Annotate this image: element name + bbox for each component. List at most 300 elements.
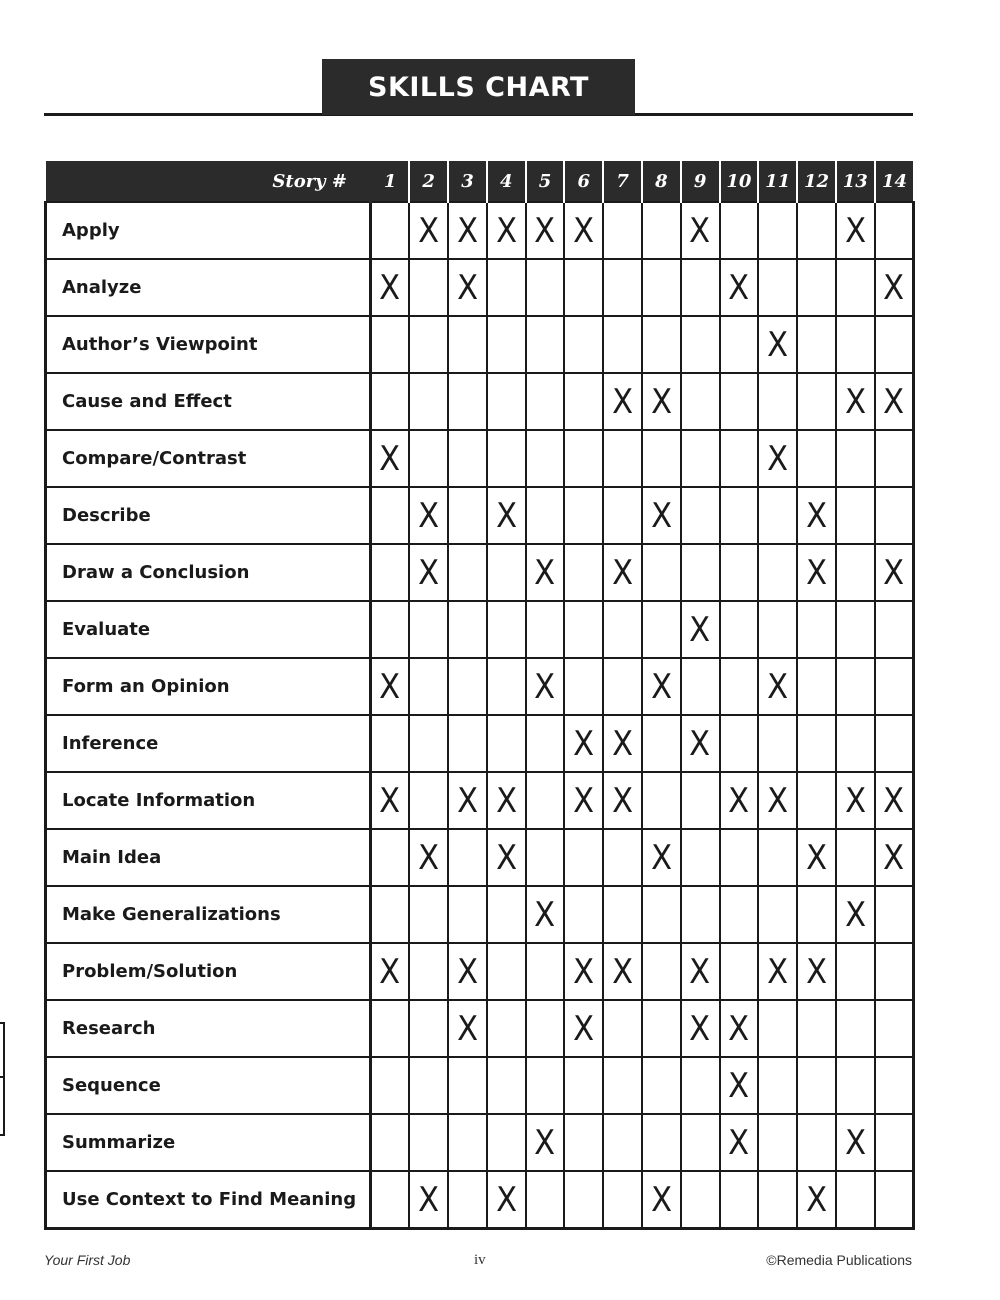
skill-cell [681,259,720,316]
skill-cell [875,715,914,772]
skill-cell [681,601,720,658]
skill-cell [720,658,759,715]
skill-cell [797,715,836,772]
skill-cell [758,1057,797,1114]
skill-cell [642,487,681,544]
skill-cell [836,487,875,544]
x-mark: X [883,837,905,878]
skill-cell [875,1171,914,1229]
skill-cell [758,1000,797,1057]
skill-cell [758,658,797,715]
skill-cell [564,829,603,886]
skill-cell [409,1000,448,1057]
skill-cell [875,373,914,430]
skill-name: Locate Information [46,772,371,829]
skill-cell [642,1171,681,1229]
skill-cell [564,1171,603,1229]
skill-cell [487,772,526,829]
skill-cell [758,943,797,1000]
skill-cell [564,487,603,544]
page-title: SKILLS CHART [322,59,635,115]
skill-cell [875,829,914,886]
footer-publisher: ©Remedia Publications [766,1252,912,1268]
skill-cell [409,430,448,487]
story-number-13: 13 [836,161,875,202]
x-mark: X [534,666,556,707]
x-mark: X [456,267,478,308]
skill-cell [564,430,603,487]
header-row [46,161,914,202]
skill-name: Inference [46,715,371,772]
x-mark: X [612,780,634,821]
skill-cell [681,943,720,1000]
skill-cell [448,943,487,1000]
skill-cell [720,259,759,316]
skill-cell [836,259,875,316]
skill-cell [758,829,797,886]
skill-cell [487,544,526,601]
skill-cell [564,943,603,1000]
skill-cell [371,316,410,373]
skill-cell [603,544,642,601]
skill-cell [603,202,642,259]
skill-cell [487,487,526,544]
skill-cell [681,430,720,487]
table-row [46,202,914,259]
skill-cell [526,487,565,544]
skill-cell [720,316,759,373]
skill-cell [603,259,642,316]
skill-name: Compare/Contrast [46,430,371,487]
skill-cell [409,316,448,373]
x-mark: X [495,1179,517,1220]
x-mark: X [650,381,672,422]
skill-cell [642,316,681,373]
skill-name: Summarize [46,1114,371,1171]
skill-cell [564,316,603,373]
skill-cell [797,316,836,373]
skill-cell [797,544,836,601]
skill-cell [797,1171,836,1229]
x-mark: X [805,951,827,992]
skill-cell [836,1057,875,1114]
skill-cell [603,1114,642,1171]
skill-name: Apply [46,202,371,259]
x-mark: X [689,723,711,764]
skill-cell [720,487,759,544]
skill-cell [487,1171,526,1229]
skill-name: Author’s Viewpoint [46,316,371,373]
skill-cell [875,544,914,601]
skill-cell [603,772,642,829]
x-mark: X [418,495,440,536]
skill-cell [448,1171,487,1229]
skill-cell [642,1057,681,1114]
skill-cell [526,943,565,1000]
story-number-3: 3 [448,161,487,202]
skill-cell [797,430,836,487]
skill-cell [526,658,565,715]
table-row [46,886,914,943]
x-mark: X [456,780,478,821]
x-mark: X [534,1122,556,1163]
x-mark: X [728,1122,750,1163]
skill-cell [409,259,448,316]
skill-cell [564,1114,603,1171]
skill-cell [603,658,642,715]
skill-cell [564,202,603,259]
skill-cell [448,202,487,259]
skill-cell [409,1057,448,1114]
x-mark: X [379,438,401,479]
x-mark: X [689,210,711,251]
skill-cell [409,544,448,601]
skill-cell [681,1057,720,1114]
skill-cell [487,373,526,430]
skill-name: Form an Opinion [46,658,371,715]
skill-cell [526,1057,565,1114]
skill-cell [797,373,836,430]
skill-cell [758,601,797,658]
skill-cell [487,1000,526,1057]
table-row [46,1114,914,1171]
x-mark: X [456,951,478,992]
skill-cell [409,829,448,886]
x-mark: X [573,780,595,821]
skill-cell [642,430,681,487]
x-mark: X [650,666,672,707]
skill-cell [564,772,603,829]
x-mark: X [612,552,634,593]
skill-cell [836,1000,875,1057]
skill-cell [681,202,720,259]
skill-cell [720,601,759,658]
skill-cell [758,373,797,430]
skill-cell [564,601,603,658]
skill-cell [603,1057,642,1114]
skill-cell [487,259,526,316]
x-mark: X [805,495,827,536]
skill-cell [875,943,914,1000]
skill-cell [526,373,565,430]
x-mark: X [534,894,556,935]
x-mark: X [650,837,672,878]
table-row [46,772,914,829]
skill-cell [681,487,720,544]
skill-cell [797,259,836,316]
skill-cell [603,886,642,943]
skill-cell [642,544,681,601]
table-row [46,259,914,316]
skill-cell [720,544,759,601]
skill-name: Main Idea [46,829,371,886]
x-mark: X [844,381,866,422]
x-mark: X [728,1008,750,1049]
skill-cell [758,1114,797,1171]
skill-cell [409,202,448,259]
skill-cell [526,1114,565,1171]
table-row [46,715,914,772]
story-number-5: 5 [526,161,565,202]
skill-cell [642,715,681,772]
skill-cell [836,829,875,886]
skill-cell [371,373,410,430]
skill-name: Research [46,1000,371,1057]
x-mark: X [418,837,440,878]
skill-cell [409,1171,448,1229]
skills-chart-table [44,161,915,1230]
story-number-label: Story # [46,161,371,202]
skill-cell [642,772,681,829]
skill-cell [875,259,914,316]
story-number-11: 11 [758,161,797,202]
skill-cell [797,1000,836,1057]
skill-cell [642,1000,681,1057]
skill-cell [448,658,487,715]
skill-cell [720,373,759,430]
skill-cell [526,259,565,316]
x-mark: X [767,324,789,365]
skill-cell [603,1000,642,1057]
skill-cell [448,601,487,658]
table-row [46,829,914,886]
footer-book-title: Your First Job [44,1252,131,1268]
skill-cell [875,487,914,544]
skill-cell [681,886,720,943]
skill-cell [526,1000,565,1057]
skill-cell [409,1114,448,1171]
skill-cell [642,1114,681,1171]
skill-cell [526,829,565,886]
skill-cell [448,886,487,943]
skill-cell [720,1171,759,1229]
skill-cell [526,1171,565,1229]
story-number-9: 9 [681,161,720,202]
skill-cell [642,943,681,1000]
skill-cell [487,658,526,715]
x-mark: X [612,723,634,764]
skill-cell [487,1114,526,1171]
skill-cell [875,202,914,259]
skill-cell [836,316,875,373]
skill-cell [642,259,681,316]
skill-cell [448,373,487,430]
x-mark: X [418,1179,440,1220]
skill-cell [758,202,797,259]
x-mark: X [573,951,595,992]
skill-cell [371,943,410,1000]
skill-cell [720,1057,759,1114]
skill-cell [681,1171,720,1229]
x-mark: X [844,210,866,251]
skill-cell [448,487,487,544]
skill-cell [836,202,875,259]
skill-cell [836,772,875,829]
x-mark: X [728,1065,750,1106]
skill-cell [603,829,642,886]
skill-cell [681,544,720,601]
skill-cell [371,202,410,259]
skill-cell [448,715,487,772]
skill-cell [758,259,797,316]
skill-cell [448,259,487,316]
skill-cell [681,1114,720,1171]
skill-cell [875,430,914,487]
skill-cell [797,1057,836,1114]
x-mark: X [844,780,866,821]
skill-cell [642,886,681,943]
x-mark: X [495,210,517,251]
skill-cell [526,430,565,487]
x-mark: X [805,1179,827,1220]
story-number-8: 8 [642,161,681,202]
skill-cell [875,1000,914,1057]
skill-cell [681,829,720,886]
x-mark: X [495,837,517,878]
skill-name: Make Generalizations [46,886,371,943]
story-number-4: 4 [487,161,526,202]
x-mark: X [805,837,827,878]
story-number-12: 12 [797,161,836,202]
x-mark: X [883,381,905,422]
skill-cell [720,202,759,259]
skill-cell [371,601,410,658]
skill-cell [526,316,565,373]
skill-cell [448,1057,487,1114]
x-mark: X [767,666,789,707]
x-mark: X [650,1179,672,1220]
skill-cell [409,943,448,1000]
skill-cell [371,544,410,601]
x-mark: X [805,552,827,593]
x-mark: X [844,894,866,935]
skill-cell [603,1171,642,1229]
x-mark: X [573,210,595,251]
skill-cell [409,772,448,829]
x-mark: X [573,1008,595,1049]
skill-cell [797,886,836,943]
skill-cell [875,1114,914,1171]
skill-cell [758,487,797,544]
page-edge-mark [0,1022,5,1136]
skill-cell [603,601,642,658]
skill-cell [642,601,681,658]
skill-cell [526,772,565,829]
skill-cell [487,1057,526,1114]
skill-cell [603,487,642,544]
skill-cell [875,658,914,715]
skill-cell [758,715,797,772]
table-row [46,943,914,1000]
x-mark: X [728,780,750,821]
x-mark: X [534,552,556,593]
x-mark: X [612,381,634,422]
skill-cell [875,601,914,658]
skill-cell [371,487,410,544]
skill-cell [564,1057,603,1114]
story-number-2: 2 [409,161,448,202]
skill-cell [836,430,875,487]
skill-cell [720,886,759,943]
x-mark: X [418,552,440,593]
x-mark: X [379,780,401,821]
x-mark: X [767,951,789,992]
skill-cell [681,373,720,430]
skill-name: Cause and Effect [46,373,371,430]
skill-cell [371,886,410,943]
skill-cell [681,658,720,715]
x-mark: X [612,951,634,992]
skill-cell [720,715,759,772]
table-row [46,1000,914,1057]
skill-cell [603,943,642,1000]
skill-cell [409,886,448,943]
skill-name: Use Context to Find Meaning [46,1171,371,1229]
skill-cell [836,1171,875,1229]
skill-cell [564,715,603,772]
x-mark: X [418,210,440,251]
skill-cell [758,316,797,373]
story-number-7: 7 [603,161,642,202]
skill-cell [371,1000,410,1057]
skill-cell [448,316,487,373]
skill-cell [409,373,448,430]
skill-cell [797,202,836,259]
x-mark: X [650,495,672,536]
table-row [46,601,914,658]
skill-cell [603,430,642,487]
skill-cell [875,1057,914,1114]
skill-cell [371,430,410,487]
skill-cell [409,487,448,544]
skill-cell [487,829,526,886]
story-number-14: 14 [875,161,914,202]
skill-cell [526,601,565,658]
x-mark: X [379,951,401,992]
skill-cell [797,772,836,829]
skill-cell [720,772,759,829]
x-mark: X [767,438,789,479]
skill-cell [642,658,681,715]
skill-cell [371,772,410,829]
skill-cell [875,316,914,373]
table-row [46,544,914,601]
skill-cell [526,202,565,259]
x-mark: X [883,780,905,821]
x-mark: X [495,780,517,821]
skill-cell [681,316,720,373]
skill-cell [371,259,410,316]
skill-cell [836,373,875,430]
skill-cell [603,715,642,772]
x-mark: X [728,267,750,308]
skill-cell [836,715,875,772]
x-mark: X [456,1008,478,1049]
skill-cell [564,544,603,601]
table-row [46,1057,914,1114]
skill-cell [409,658,448,715]
footer-page-number: iv [474,1252,486,1268]
skill-cell [758,1171,797,1229]
skill-cell [564,259,603,316]
skill-cell [720,1000,759,1057]
story-number-6: 6 [564,161,603,202]
skill-cell [836,1114,875,1171]
skill-cell [720,829,759,886]
skill-cell [797,658,836,715]
x-mark: X [379,666,401,707]
x-mark: X [495,495,517,536]
